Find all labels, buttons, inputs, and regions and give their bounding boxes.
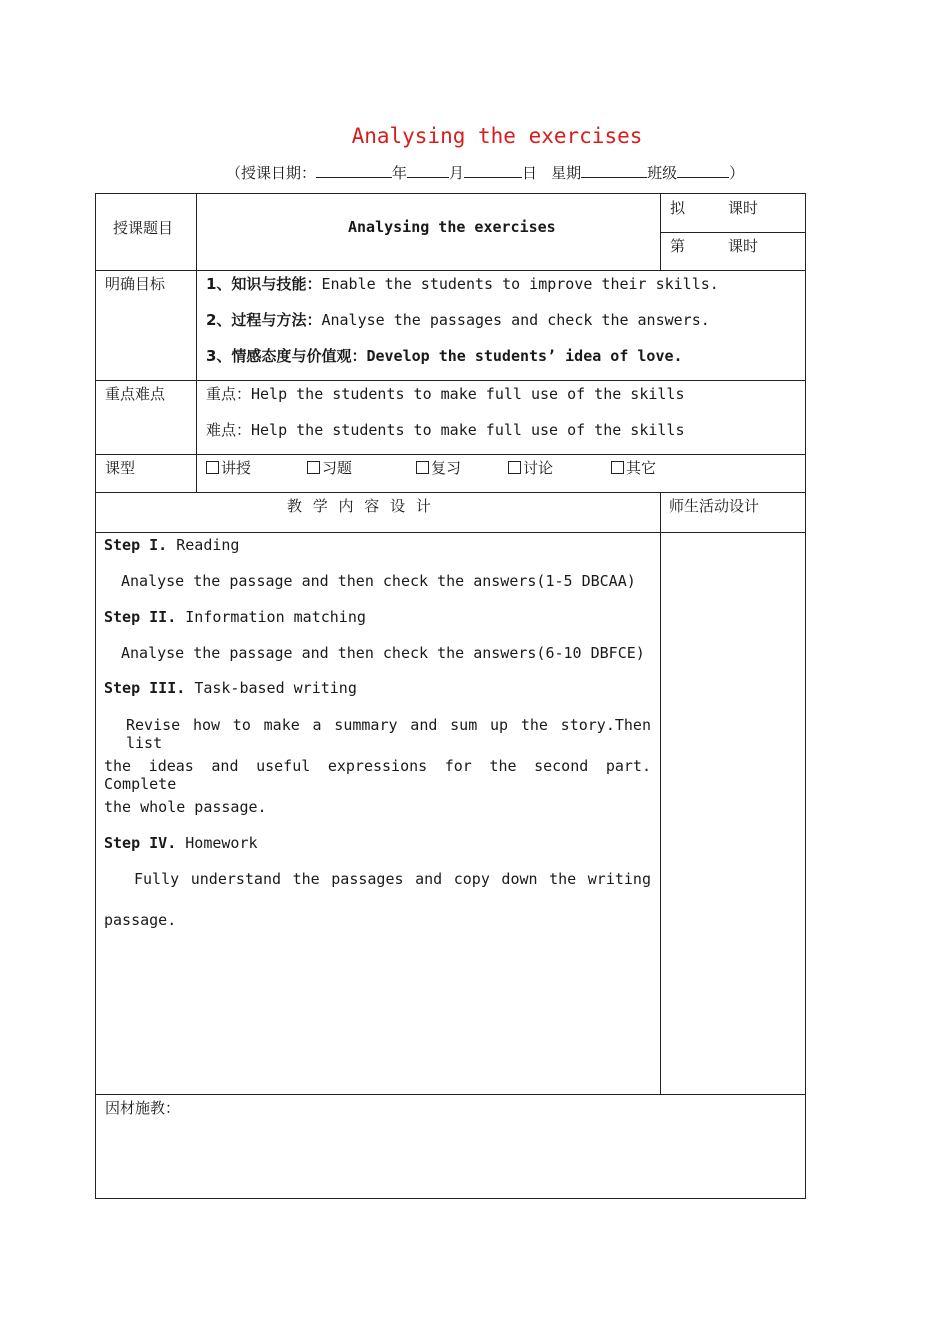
checkbox[interactable] xyxy=(307,461,320,474)
objective-3-text: Develop the students’ idea of love. xyxy=(366,347,683,365)
plan-unit: 课时 xyxy=(728,199,759,217)
checkbox[interactable] xyxy=(611,461,624,474)
step-4-body-line-1: Fully understand the passages and copy down the writing xyxy=(134,870,651,888)
key-point: 重点：Help the students to make full use of the skills xyxy=(206,385,685,403)
step-2-body: Analyse the passage and then check the answers(6-10 DBFCE) xyxy=(121,644,645,662)
topic-value: Analysing the exercises xyxy=(348,218,556,236)
page-title: Analysing the exercises xyxy=(351,124,643,148)
month-label: 月 xyxy=(449,164,465,182)
reflection-label: 因材施教： xyxy=(105,1099,181,1117)
objective-2 xyxy=(206,311,710,329)
objective-3-prefix: 3、情感态度与价值观： xyxy=(206,347,367,365)
day-label: 日 xyxy=(522,164,538,182)
objective-3 xyxy=(206,347,683,365)
date-line-close: ） xyxy=(729,164,745,182)
date-line xyxy=(226,162,744,183)
month-blank[interactable] xyxy=(464,163,522,178)
checkbox[interactable] xyxy=(206,461,219,474)
class-label: 班级 xyxy=(647,164,678,182)
difficult-point: 难点：Help the students to make full use of the skills xyxy=(206,421,685,439)
lesson-type-option[interactable]: 习题 xyxy=(307,459,352,477)
step-3-body-line-1: Revise how to make a summary and sum up the story.Then list xyxy=(126,716,651,752)
objective-2-prefix: 2、过程与方法： xyxy=(206,311,322,329)
step-1-body: Analyse the passage and then check the answers(1-5 DBCAA) xyxy=(121,572,636,590)
step-2-heading: Step II. Information matching xyxy=(104,608,366,626)
step-3-body-line-2: the ideas and useful expressions for the second part. Complete xyxy=(104,757,651,793)
objective-1-text: Enable the students to improve their skills. xyxy=(321,275,719,293)
year-blank[interactable] xyxy=(407,163,449,178)
lesson-type-option[interactable]: 讲授 xyxy=(206,459,251,477)
objectives-label: 明确目标 xyxy=(105,275,166,293)
objective-1-prefix: 1、知识与技能： xyxy=(206,275,322,293)
content-design-header: 教 学 内 容 设 计 xyxy=(287,497,434,515)
lesson-type-label: 课型 xyxy=(105,459,136,477)
date-line-open: （授课日期： xyxy=(226,164,317,182)
lesson-type-option[interactable]: 讨论 xyxy=(508,459,553,477)
step-4-heading: Step IV. Homework xyxy=(104,834,258,852)
week-label: 星期 xyxy=(551,164,582,182)
topic-label: 授课题目 xyxy=(113,219,174,237)
step-4-body-line-2: passage. xyxy=(104,911,177,929)
step-3-heading: Step III. Task-based writing xyxy=(104,679,357,697)
date-blank[interactable] xyxy=(316,163,392,178)
step-3-body-line-3: the whole passage. xyxy=(104,798,267,816)
plan-label: 拟 xyxy=(670,199,686,217)
lesson-type-option[interactable]: 复习 xyxy=(416,459,461,477)
keypoints-label: 重点难点 xyxy=(105,385,166,403)
lesson-type-option[interactable]: 其它 xyxy=(611,459,656,477)
checkbox[interactable] xyxy=(508,461,521,474)
objective-2-text: Analyse the passages and check the answers. xyxy=(321,311,710,329)
activity-design-header: 师生活动设计 xyxy=(669,497,760,515)
class-blank[interactable] xyxy=(677,163,729,178)
seq-unit: 课时 xyxy=(728,237,759,255)
seq-label: 第 xyxy=(670,237,686,255)
week-blank[interactable] xyxy=(581,163,647,178)
objective-1 xyxy=(206,275,719,293)
checkbox[interactable] xyxy=(416,461,429,474)
step-1-heading: Step I. Reading xyxy=(104,536,240,554)
year-label: 年 xyxy=(392,164,408,182)
